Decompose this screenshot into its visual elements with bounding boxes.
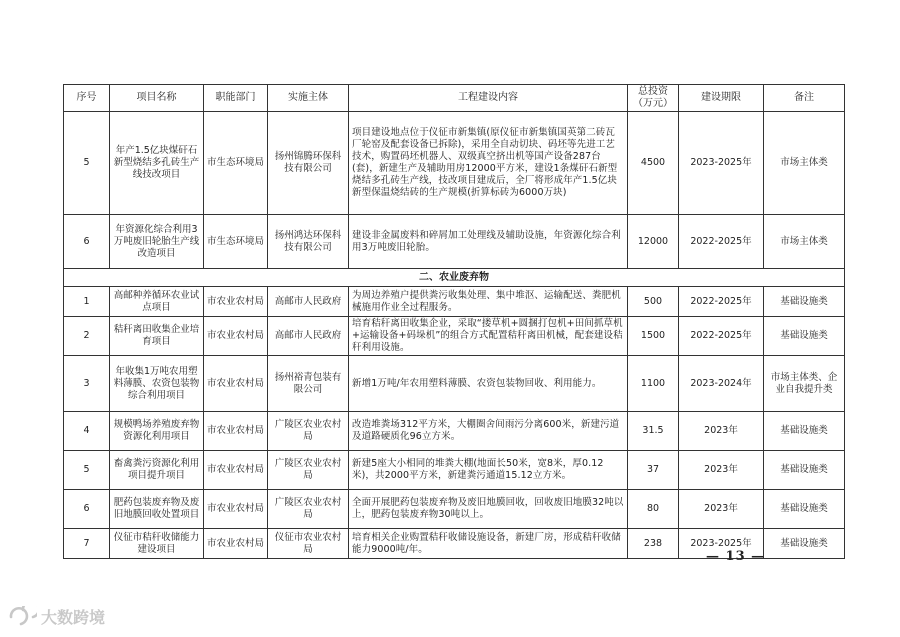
table-row — [64, 451, 845, 490]
cell-no: 6 — [64, 490, 110, 529]
cell-entity: 扬州鸿达环保科技有限公司 — [268, 215, 349, 269]
header-name: 项目名称 — [110, 85, 204, 112]
header-period: 建设期限 — [679, 85, 764, 112]
cell-content: 建设非金属废料和碎屑加工处理线及辅助设施，年资源化综合利用3万吨废旧轮胎。 — [349, 215, 628, 269]
cell-name: 畜禽粪污资源化利用项目提升项目 — [110, 451, 204, 490]
cell-dept: 市生态环境局 — [204, 215, 268, 269]
table-row — [64, 412, 845, 451]
cell-content: 新建5座大小相同的堆粪大棚(地面长50米，宽8米，厚0.12米)，共2000平方米，新建粪污通道15.12立方米。 — [349, 451, 628, 490]
cell-content: 改造堆粪场312平方米，大棚圈舍间雨污分离600米，新建污道及道路硬质化96立方米。 — [349, 412, 628, 451]
cell-entity: 仪征市农业农村局 — [268, 529, 349, 559]
table-row — [64, 317, 845, 356]
table-row — [64, 490, 845, 529]
cell-no: 6 — [64, 215, 110, 269]
cell-name: 规模鸭场养殖废弃物资源化利用项目 — [110, 412, 204, 451]
cell-content: 培育秸秆离田收集企业，采取“搂草机+圆捆打包机+田间抓草机+运输设备+码垛机”的组合方式配置秸秆离田机械，配套建设秸秆利用设施。 — [349, 317, 628, 356]
cell-remark: 基础设施类 — [764, 490, 845, 529]
cell-no: 4 — [64, 412, 110, 451]
header-remark: 备注 — [764, 85, 845, 112]
cell-investment: 80 — [628, 490, 679, 529]
header-dept: 职能部门 — [204, 85, 268, 112]
cell-content: 全面开展肥药包装废弃物及废旧地膜回收，回收废旧地膜32吨以上，肥药包装废弃物30吨以上。 — [349, 490, 628, 529]
cell-period: 2023-2024年 — [679, 356, 764, 412]
cell-no: 3 — [64, 356, 110, 412]
header-content: 工程建设内容 — [349, 85, 628, 112]
section-row — [64, 269, 845, 287]
cell-content: 为周边养殖户提供粪污收集处理、集中堆沤、运输配送、粪肥机械施用作业全过程服务。 — [349, 287, 628, 317]
cell-entity: 广陵区农业农村局 — [268, 412, 349, 451]
cell-name: 年收集1万吨农用塑料薄膜、农资包装物综合利用项目 — [110, 356, 204, 412]
header-investment: 总投资（万元） — [628, 85, 679, 112]
cell-investment: 1100 — [628, 356, 679, 412]
cell-dept: 市农业农村局 — [204, 412, 268, 451]
cell-investment: 4500 — [628, 112, 679, 215]
cell-content: 新增1万吨/年农用塑料薄膜、农资包装物回收、利用能力。 — [349, 356, 628, 412]
watermark-text: 大数跨境 — [41, 608, 106, 627]
cell-no: 5 — [64, 112, 110, 215]
cell-no: 2 — [64, 317, 110, 356]
cell-investment: 1500 — [628, 317, 679, 356]
cell-remark: 市场主体类 — [764, 215, 845, 269]
cell-name: 年产1.5亿块煤矸石新型烧结多孔砖生产线技改项目 — [110, 112, 204, 215]
cell-name: 高邮种养循环农业试点项目 — [110, 287, 204, 317]
cell-entity: 高邮市人民政府 — [268, 317, 349, 356]
cell-no: 7 — [64, 529, 110, 559]
cell-content: 项目建设地点位于仪征市新集镇(原仪征市新集镇国英第二砖瓦厂轮窑及配套设备已拆除)，采用全自动切块、码坯等先进工艺技术，购置码坯机器人、双级真空挤出机等国产设备287台(套)，新建生产及辅助用房12000平方米，建设1条煤矸石新型烧结多孔砖生产线，技改项目建成后，全厂将形成年产1.5亿块新型保温烧结砖的生产规模(折算标砖为6000万块) — [349, 112, 628, 215]
cell-period: 2022-2025年 — [679, 215, 764, 269]
cell-investment: 31.5 — [628, 412, 679, 451]
cell-entity: 广陵区农业农村局 — [268, 451, 349, 490]
cell-name: 年资源化综合利用3万吨废旧轮胎生产线改造项目 — [110, 215, 204, 269]
header-no: 序号 — [64, 85, 110, 112]
cell-period: 2023年 — [679, 490, 764, 529]
cell-investment: 500 — [628, 287, 679, 317]
page-number: — 13 — — [706, 549, 766, 564]
cell-entity: 广陵区农业农村局 — [268, 490, 349, 529]
cell-entity: 扬州锦腾环保科技有限公司 — [268, 112, 349, 215]
cell-investment: 37 — [628, 451, 679, 490]
cell-dept: 市农业农村局 — [204, 356, 268, 412]
cell-remark: 基础设施类 — [764, 317, 845, 356]
cell-name: 秸秆离田收集企业培育项目 — [110, 317, 204, 356]
cell-no: 5 — [64, 451, 110, 490]
table-row — [64, 287, 845, 317]
cell-period: 2022-2025年 — [679, 287, 764, 317]
project-table — [63, 84, 845, 559]
watermark-logo-icon — [7, 606, 37, 628]
cell-period: 2023年 — [679, 451, 764, 490]
cell-entity: 高邮市人民政府 — [268, 287, 349, 317]
cell-name: 仪征市秸秆收储能力建设项目 — [110, 529, 204, 559]
cell-remark: 基础设施类 — [764, 287, 845, 317]
table-header-row — [64, 85, 845, 112]
cell-period: 2023-2025年 — [679, 112, 764, 215]
cell-remark: 市场主体类、企业自我提升类 — [764, 356, 845, 412]
table-row — [64, 112, 845, 215]
cell-remark: 基础设施类 — [764, 529, 845, 559]
cell-content: 培育相关企业购置秸秆收储设施设备，新建厂房，形成秸秆收储能力9000吨/年。 — [349, 529, 628, 559]
cell-investment: 12000 — [628, 215, 679, 269]
cell-remark: 基础设施类 — [764, 412, 845, 451]
cell-period: 2022-2025年 — [679, 317, 764, 356]
cell-dept: 市农业农村局 — [204, 529, 268, 559]
cell-remark: 市场主体类 — [764, 112, 845, 215]
cell-dept: 市生态环境局 — [204, 112, 268, 215]
cell-remark: 基础设施类 — [764, 451, 845, 490]
watermark — [7, 605, 105, 628]
table-row — [64, 215, 845, 269]
cell-no: 1 — [64, 287, 110, 317]
table-row — [64, 356, 845, 412]
cell-dept: 市农业农村局 — [204, 490, 268, 529]
cell-period: 2023-2025年 — [679, 529, 764, 559]
cell-dept: 市农业农村局 — [204, 287, 268, 317]
cell-dept: 市农业农村局 — [204, 451, 268, 490]
cell-investment: 238 — [628, 529, 679, 559]
section-title: 二、农业废弃物 — [64, 269, 845, 287]
cell-dept: 市农业农村局 — [204, 317, 268, 356]
header-entity: 实施主体 — [268, 85, 349, 112]
cell-entity: 扬州裕青包装有限公司 — [268, 356, 349, 412]
cell-name: 肥药包装废弃物及废旧地膜回收处置项目 — [110, 490, 204, 529]
cell-period: 2023年 — [679, 412, 764, 451]
